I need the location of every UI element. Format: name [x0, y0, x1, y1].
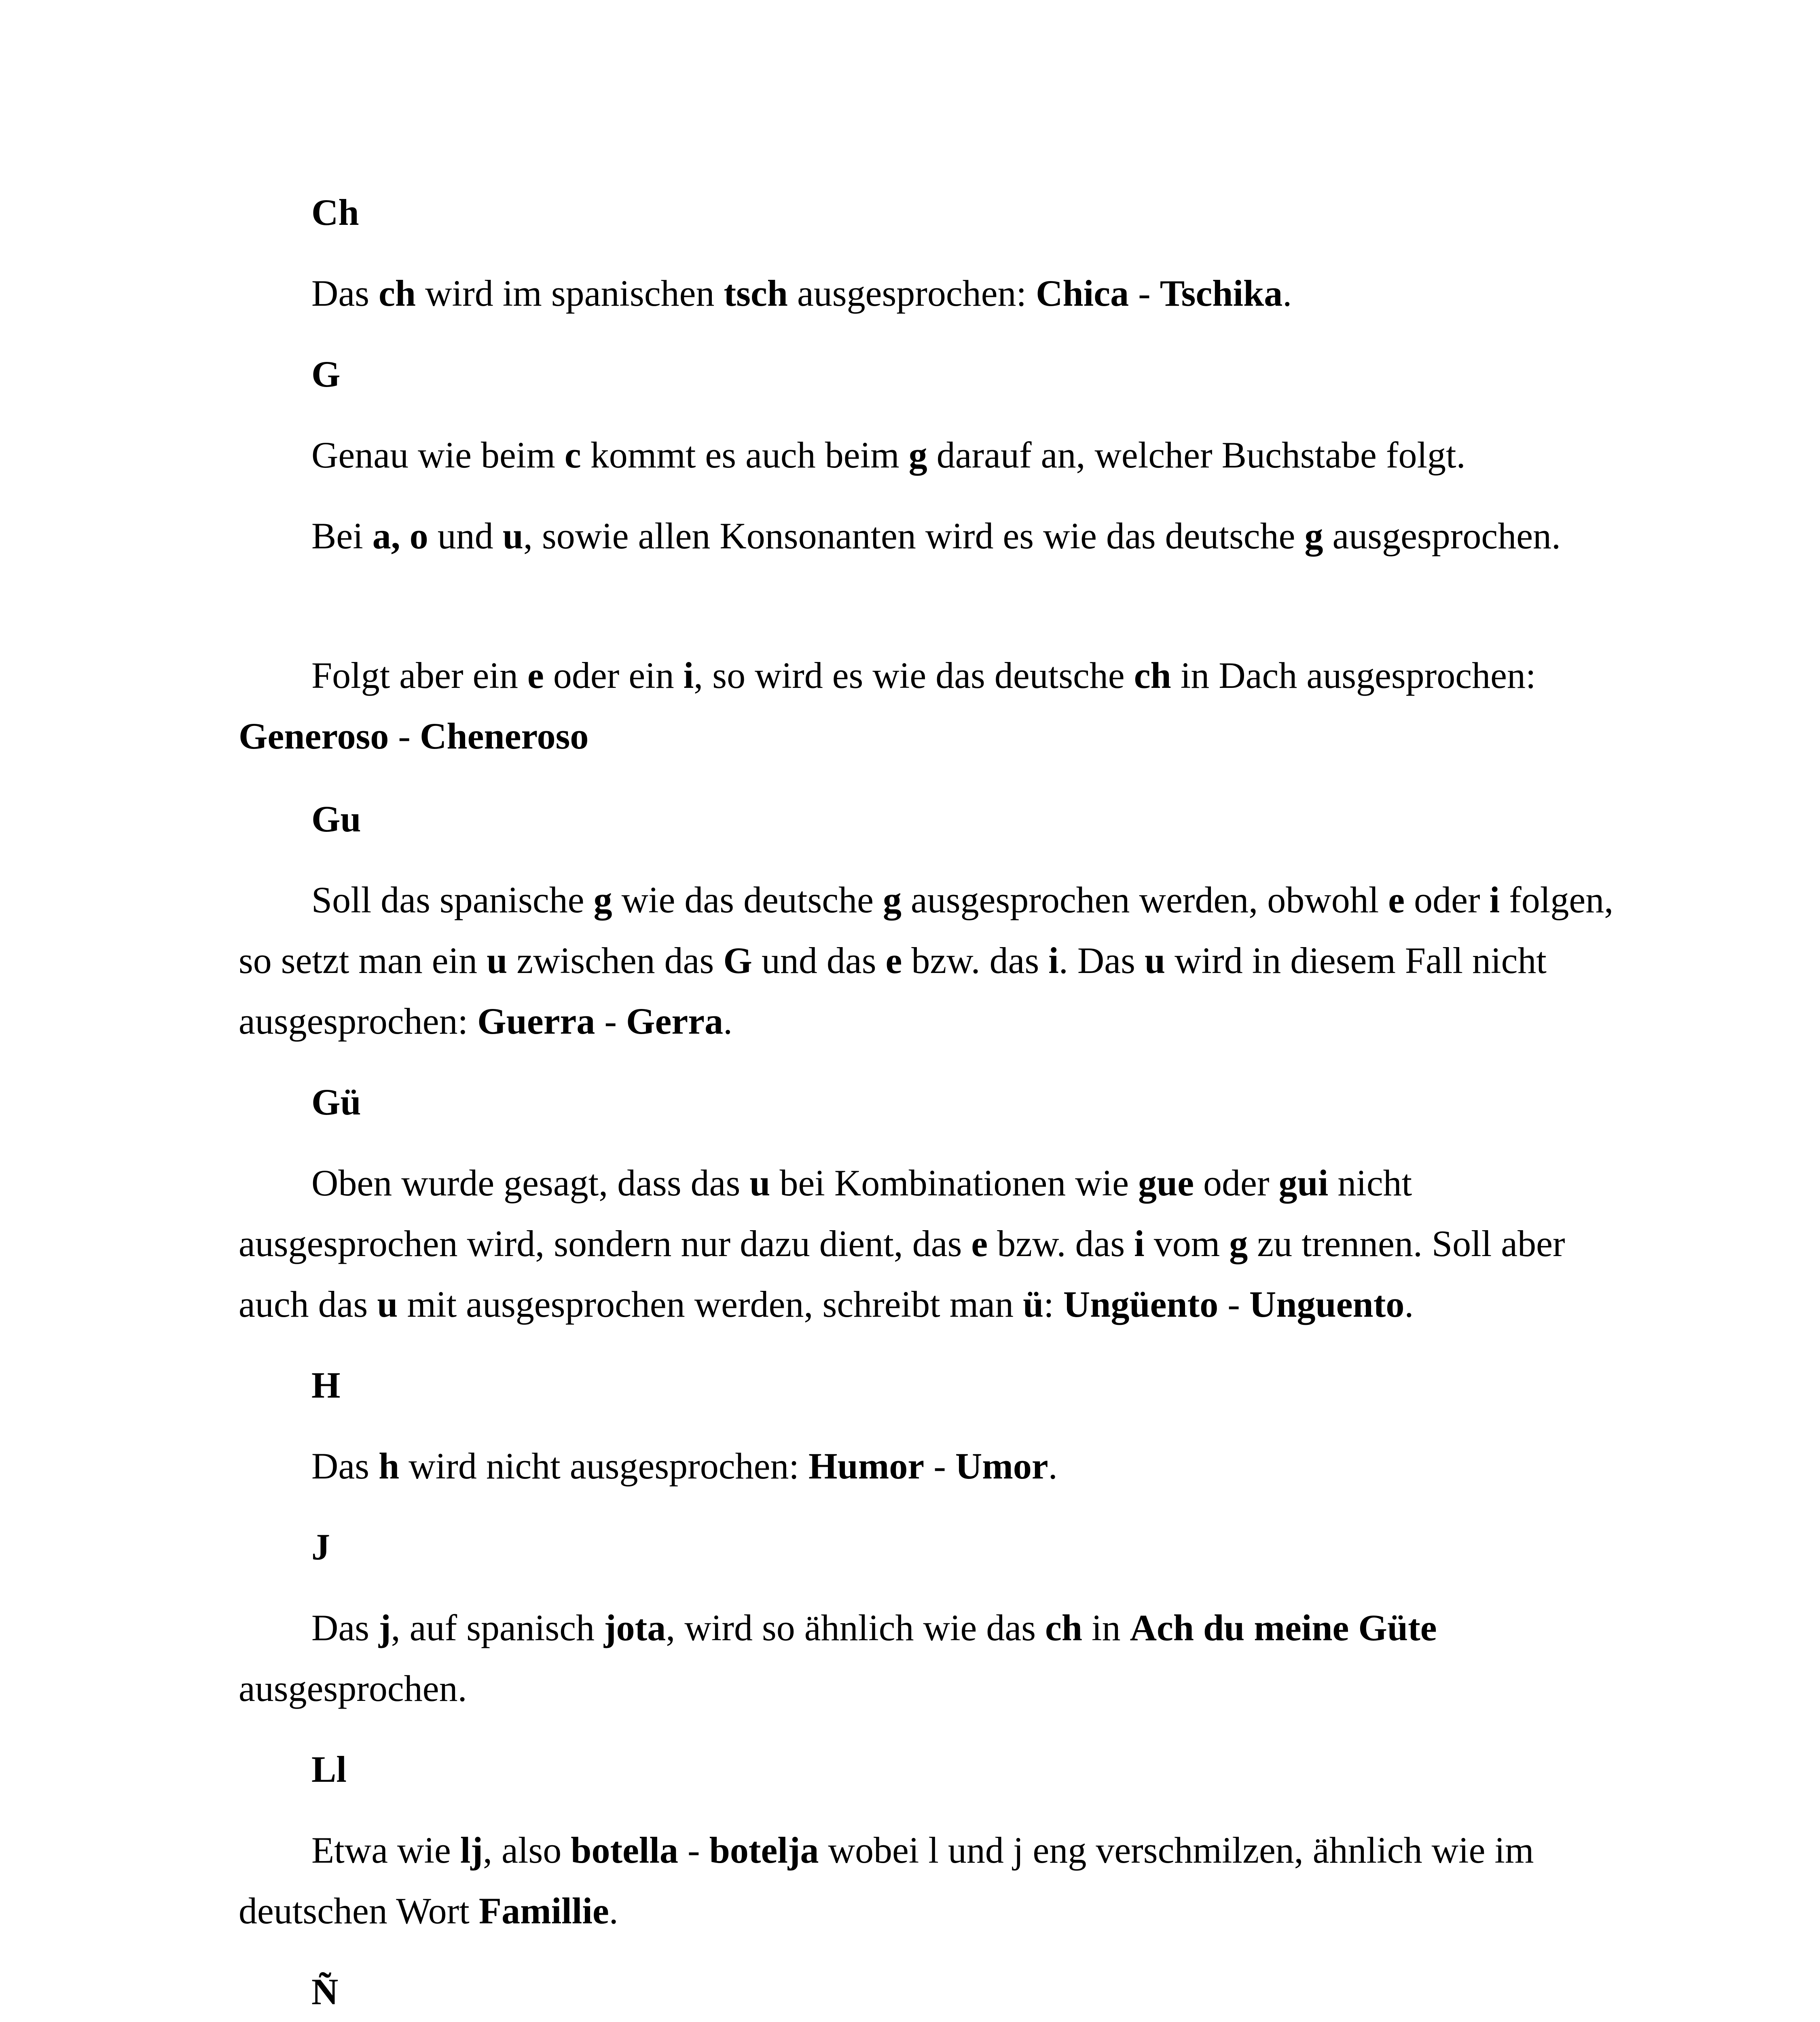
bold-term: Humor	[808, 1445, 925, 1487]
bold-term: Cheneroso	[420, 715, 589, 757]
bold-term: Umor	[955, 1445, 1048, 1487]
bold-term: g	[593, 879, 612, 920]
section-heading-g: G	[311, 353, 341, 395]
bold-term: tsch	[724, 273, 788, 314]
bold-term: Ungüento	[1063, 1284, 1219, 1325]
bold-term: i	[1489, 879, 1500, 920]
bold-term: h	[379, 1445, 400, 1487]
paragraph-ch: Das ch wird im spanischen tsch ausgesprochen: Chica - Tschika.	[311, 273, 1292, 314]
bold-term: G	[723, 940, 752, 981]
bold-term: e	[1388, 879, 1405, 920]
bold-term: j	[379, 1607, 391, 1648]
bold-term: jota	[604, 1607, 666, 1648]
section-heading-j: J	[311, 1526, 330, 1567]
bold-term: gui	[1278, 1162, 1329, 1203]
bold-term: a, o	[372, 515, 428, 556]
bold-term: e	[971, 1223, 988, 1264]
paragraph-j: Das j, auf spanisch jota, wird so ähnlich wie das ch in Ach du meine Güte ausgesprochen.	[239, 1607, 1437, 1709]
section-heading-gue: Gü	[311, 1081, 361, 1123]
paragraph-ll: Etwa wie lj, also botella - botelja wobei l und j eng verschmilzen, ähnlich wie im deutschen Wort Famillie.	[239, 1830, 1534, 1931]
bold-term: ch	[1134, 655, 1171, 696]
bold-term: ch	[379, 273, 416, 314]
paragraph-h: Das h wird nicht ausgesprochen: Humor - Umor.	[311, 1445, 1058, 1487]
paragraph-g-1: Genau wie beim c kommt es auch beim g darauf an, welcher Buchstabe folgt.	[311, 434, 1466, 476]
bold-term: ch	[1045, 1607, 1083, 1648]
bold-term: Unguento	[1249, 1284, 1405, 1325]
bold-term: u	[377, 1284, 398, 1325]
bold-term: i	[1048, 940, 1059, 981]
bold-term: u	[487, 940, 508, 981]
section-heading-gu: Gu	[311, 798, 361, 840]
bold-term: e	[885, 940, 902, 981]
bold-term: botelja	[709, 1830, 819, 1871]
paragraph-g-2: Bei a, o und u, sowie allen Konsonanten wird es wie das deutsche g ausgesprochen.	[311, 515, 1561, 556]
bold-term: u	[502, 515, 523, 556]
bold-term: Famillie	[478, 1890, 609, 1931]
section-heading-h: H	[311, 1364, 341, 1406]
section-heading-ll: Ll	[311, 1749, 347, 1790]
bold-term: ü	[1023, 1284, 1044, 1325]
paragraph-gu: Soll das spanische g wie das deutsche g ausgesprochen werden, obwohl e oder i folgen, so setzt man ein u zwischen das G und das e bzw. das i. Das u wird in diesem Fall nicht ausgesprochen: Guerra - Gerra.	[239, 879, 1614, 1042]
bold-term: i	[1134, 1223, 1145, 1264]
bold-term: Chica	[1036, 273, 1129, 314]
paragraph-gue: Oben wurde gesagt, dass das u bei Kombinationen wie gue oder gui nicht ausgesprochen wird, sondern nur dazu dient, das e bzw. das i vom g zu trennen. Soll aber auch das u mit ausgesprochen werden, schreibt man ü: Ungüento - Unguento.	[239, 1162, 1565, 1325]
bold-term: Guerra	[477, 1000, 595, 1042]
bold-term: i	[683, 655, 694, 696]
bold-term: gue	[1138, 1162, 1194, 1203]
bold-term: u	[1144, 940, 1166, 981]
bold-term: g	[1229, 1223, 1248, 1264]
section-heading-enye: Ñ	[311, 1971, 339, 2012]
bold-term: g	[908, 434, 927, 476]
section-heading-ch: Ch	[311, 192, 359, 233]
bold-term: c	[564, 434, 581, 476]
bold-term: g	[1304, 515, 1323, 556]
bold-term: u	[749, 1162, 770, 1203]
bold-term: Generoso	[239, 715, 389, 757]
paragraph-g-3: Folgt aber ein e oder ein i, so wird es wie das deutsche ch in Dach ausgesprochen: Generoso - Cheneroso	[239, 655, 1536, 757]
bold-term: lj	[460, 1830, 483, 1871]
bold-term: Ach du meine Güte	[1130, 1607, 1437, 1648]
bold-term: botella	[571, 1830, 679, 1871]
bold-term: Tschika	[1160, 273, 1283, 314]
bold-term: g	[882, 879, 902, 920]
bold-term: Gerra	[626, 1000, 724, 1042]
bold-term: e	[527, 655, 544, 696]
